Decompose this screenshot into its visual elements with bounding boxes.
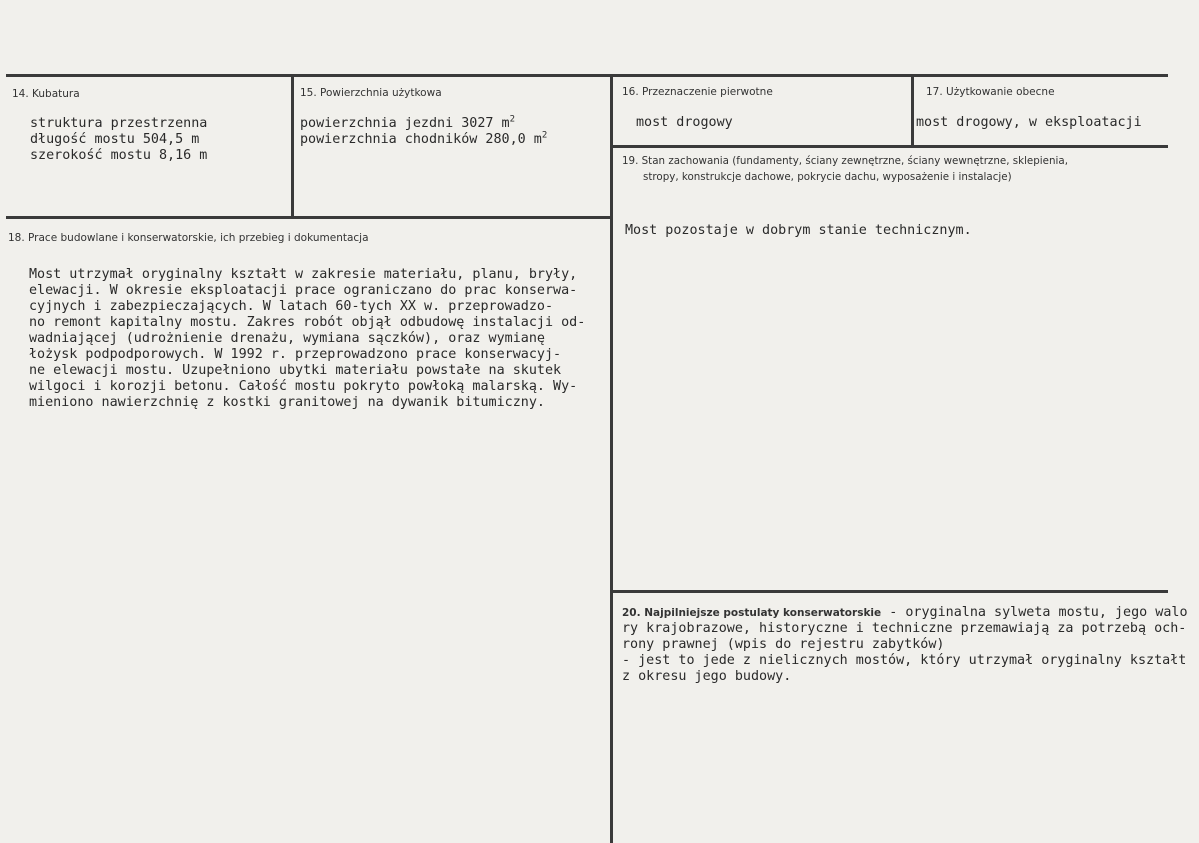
section-20-first-line-text: - oryginalna sylweta mostu, jego walo xyxy=(881,605,1188,620)
section-18-line-1: Most utrzymał oryginalny kształt w zakresie materiału, planu, bryły, xyxy=(29,267,578,282)
section-14-line-3: szerokość mostu 8,16 m xyxy=(30,148,208,163)
rule-under-16-17 xyxy=(610,145,1168,148)
section-15-line-2 xyxy=(300,132,547,148)
section-14-label: 14. Kubatura xyxy=(12,88,80,100)
section-20-line-5: z okresu jego budowy. xyxy=(622,669,792,684)
section-16-label: 16. Przeznaczenie pierwotne xyxy=(622,86,773,98)
rule-above-20 xyxy=(610,590,1168,593)
section-16-value: most drogowy xyxy=(636,115,733,130)
section-15-line-1 xyxy=(300,116,515,132)
sidewalk-area-exponent: 2 xyxy=(541,130,548,141)
section-18-line-5: wadniającej (udrożnienie drenażu, wymiana sączków), oraz wymianę xyxy=(29,331,545,346)
section-15-label: 15. Powierzchnia użytkowa xyxy=(300,87,442,99)
section-18-line-4: no remont kapitalny mostu. Zakres robót objął odbudowę instalacji od- xyxy=(29,315,586,330)
section-14-line-2: długość mostu 504,5 m xyxy=(30,132,200,147)
section-19-label-line-2: stropy, konstrukcje dachowe, pokrycie dachu, wyposażenie i instalacje) xyxy=(643,171,1012,183)
section-18-line-2: elewacji. W okresie eksploatacji prace ograniczano do prac konserwa- xyxy=(29,283,578,298)
section-20-label: 20. Najpilniejsze postulaty konserwatorskie xyxy=(622,607,882,619)
section-14-line-1: struktura przestrzenna xyxy=(30,116,208,131)
sidewalk-area: powierzchnia chodników 280,0 m xyxy=(300,132,542,147)
section-18-line-9: mieniono nawierzchnię z kostki granitowej na dywanik bitumiczny. xyxy=(29,395,545,410)
road-area-exponent: 2 xyxy=(509,114,516,125)
top-rule xyxy=(6,74,1168,77)
section-18-label: 18. Prace budowlane i konserwatorskie, ich przebieg i dokumentacja xyxy=(8,232,369,244)
section-20-first-line xyxy=(622,605,1188,622)
section-19-value: Most pozostaje w dobrym stanie technicznym. xyxy=(625,223,972,238)
section-18-line-7: ne elewacji mostu. Uzupełniono ubytki materiału powstałe na skutek xyxy=(29,363,562,378)
section-19-label xyxy=(622,153,1162,185)
section-17-label: 17. Użytkowanie obecne xyxy=(926,86,1055,98)
center-divider xyxy=(610,74,613,843)
section-17-value: most drogowy, w eksploatacji xyxy=(916,115,1142,130)
section-20-line-4: - jest to jede z nielicznych mostów, który utrzymał oryginalny kształt xyxy=(622,653,1187,668)
section-20-line-3: rony prawnej (wpis do rejestru zabytków) xyxy=(622,637,945,652)
divider-16-17 xyxy=(911,74,914,148)
section-19-label-line-1: 19. Stan zachowania (fundamenty, ściany zewnętrzne, ściany wewnętrzne, sklepienia, xyxy=(622,155,1068,167)
section-20-line-2: ry krajobrazowe, historyczne i techniczne przemawiają za potrzebą och- xyxy=(622,621,1187,636)
rule-under-14-15 xyxy=(6,216,613,219)
divider-14-15 xyxy=(291,74,294,219)
section-18-line-3: cyjnych i zabezpieczających. W latach 60-tych XX w. przeprowadzo- xyxy=(29,299,554,314)
section-18-line-6: łożysk podpodporowych. W 1992 r. przeprowadzono prace konserwacyj- xyxy=(29,347,562,362)
road-area: powierzchnia jezdni 3027 m xyxy=(300,116,510,131)
section-18-line-8: wilgoci i korozji betonu. Całość mostu pokryto powłoką malarską. Wy- xyxy=(29,379,578,394)
